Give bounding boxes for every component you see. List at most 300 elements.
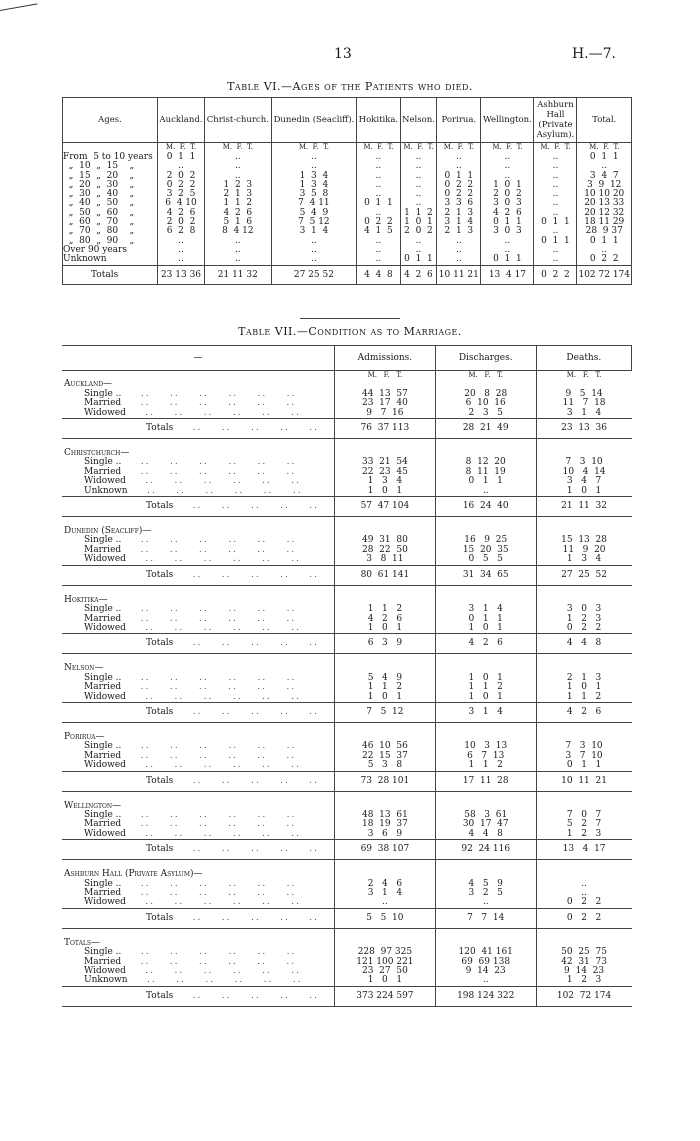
table7-total-cell: 17 11 28 bbox=[435, 771, 536, 791]
table7-cell: 49 31 80 bbox=[335, 536, 436, 545]
table7-spacer bbox=[62, 654, 632, 665]
table7-totals-row bbox=[62, 565, 632, 585]
table7-cell: 1 0 1 bbox=[335, 976, 436, 986]
table7-cell bbox=[335, 791, 436, 802]
table7-row bbox=[62, 761, 632, 771]
table6-col-header: Hokitika. bbox=[357, 98, 400, 143]
table6-mft-label: M. F. T. bbox=[577, 143, 632, 154]
table6-cell: .. bbox=[158, 162, 205, 171]
table7-cell bbox=[62, 791, 335, 802]
table6-row bbox=[63, 190, 632, 199]
table7-cell: .. bbox=[536, 889, 631, 898]
table7-mft-row bbox=[62, 371, 632, 381]
table7-row bbox=[62, 830, 632, 840]
leader-dots: .. .. .. .. .. bbox=[173, 638, 320, 649]
table7-cell: 69 69 138 bbox=[435, 958, 536, 967]
table7-row-label-text: Married bbox=[84, 466, 122, 477]
table6-cell: .. bbox=[205, 162, 272, 171]
table7-cell: 23 17 40 bbox=[335, 399, 436, 408]
page-corner-mark bbox=[0, 0, 37, 11]
table7-row-label-text: Widowed bbox=[84, 828, 126, 839]
table6-total-cell: 23 13 36 bbox=[158, 265, 205, 284]
table7-cell bbox=[335, 722, 436, 733]
table7-row-label-text: Married bbox=[84, 682, 122, 693]
table7-group-name: Nelson— bbox=[64, 663, 104, 674]
leader-dots: .. .. .. .. .. .. bbox=[121, 466, 297, 477]
leader-dots: .. .. .. .. .. .. bbox=[125, 966, 301, 977]
table7-cell: 1 3 4 bbox=[335, 477, 436, 486]
table7-row-label-text: Single .. bbox=[84, 604, 122, 615]
table7-cell bbox=[335, 585, 436, 596]
table7-total-cell: 198 124 322 bbox=[435, 986, 536, 1006]
table7-spacer bbox=[62, 585, 632, 596]
table7-cell: 18 19 37 bbox=[335, 820, 436, 829]
table7-total-cell: 7 7 14 bbox=[435, 908, 536, 928]
leader-dots: .. .. .. .. .. bbox=[173, 990, 320, 1001]
table6-cell: .. bbox=[357, 181, 400, 190]
table7-cell: 33 21 54 bbox=[335, 458, 436, 467]
table6-mft-label: M. F. T. bbox=[400, 143, 437, 154]
table7-cell: 5 4 9 bbox=[335, 674, 436, 683]
table7-cell: 15 13 28 bbox=[536, 536, 631, 545]
table7-cell: 3 8 11 bbox=[335, 555, 436, 565]
table6-cell: 5 4 9 bbox=[271, 209, 357, 218]
table7-group-name: Auckland— bbox=[64, 379, 113, 390]
leader-dots: .. .. .. .. .. .. bbox=[125, 476, 301, 487]
table7-cell: 1 1 2 bbox=[335, 605, 436, 614]
table7-cell: 2 4 6 bbox=[335, 880, 436, 889]
table7-cell bbox=[536, 791, 631, 802]
table7-row-label-text: Married bbox=[84, 956, 122, 967]
table7-cell bbox=[335, 928, 436, 939]
table7-row-label bbox=[62, 830, 335, 840]
leader-dots: .. .. .. .. .. .. bbox=[125, 691, 301, 702]
table7-cell bbox=[536, 654, 631, 665]
table7-col-header: Deaths. bbox=[536, 346, 631, 371]
table6-cell: .. bbox=[437, 162, 481, 171]
table7-cell: 16 9 25 bbox=[435, 536, 536, 545]
table7-cell: 2 1 3 bbox=[536, 674, 631, 683]
table6-cell: 2 0 2 bbox=[158, 218, 205, 227]
table6-mft-label: M. F. T. bbox=[437, 143, 481, 154]
table7-totals-row bbox=[62, 771, 632, 791]
table7-totals-row bbox=[62, 840, 632, 860]
table7-cell: 1 0 1 bbox=[536, 683, 631, 692]
table6-cell: .. bbox=[357, 162, 400, 171]
table7-cell: 0 1 1 bbox=[435, 615, 536, 624]
leader-dots: .. .. .. .. .. .. bbox=[121, 457, 297, 468]
leader-dots: .. .. .. .. .. .. bbox=[121, 604, 297, 615]
table7-cell: 50 25 75 bbox=[536, 948, 631, 957]
table7-total-cell: 6 3 9 bbox=[335, 634, 436, 654]
table7-cell: 1 2 3 bbox=[536, 615, 631, 624]
table7-row-label-text: Widowed bbox=[84, 760, 126, 771]
table7-group-name: Christchurch— bbox=[64, 448, 130, 459]
table6-totals-label: Totals bbox=[63, 265, 158, 284]
table7-cell bbox=[536, 439, 631, 450]
table7-cell bbox=[435, 517, 536, 528]
table6-cell: 0 1 1 bbox=[534, 218, 577, 227]
table6-row bbox=[63, 172, 632, 181]
table7-cell: 121 100 221 bbox=[335, 958, 436, 967]
table6-cell: 1 1 2 bbox=[205, 199, 272, 208]
table7-cell bbox=[335, 517, 436, 528]
table7-cell bbox=[435, 654, 536, 665]
table7-cell: 0 2 2 bbox=[536, 898, 631, 908]
table7-spacer bbox=[62, 791, 632, 802]
table6-cell: .. bbox=[481, 162, 534, 171]
table6-age-label: „ 40 „ 50 „ bbox=[63, 199, 158, 208]
leader-dots: .. .. .. .. .. .. bbox=[121, 819, 297, 830]
table6-cell: .. bbox=[271, 255, 357, 265]
table6-col-header: Auckland. bbox=[158, 98, 205, 143]
table7-row-label-text: Single .. bbox=[84, 388, 122, 399]
table7-row bbox=[62, 624, 632, 634]
table7-total-cell: 10 11 21 bbox=[536, 771, 631, 791]
table7-col-header: Discharges. bbox=[435, 346, 536, 371]
leader-dots: .. .. .. .. .. bbox=[173, 912, 320, 923]
table6-cell: 18 11 29 bbox=[577, 218, 632, 227]
table6-cell: .. bbox=[357, 153, 400, 162]
table6-cell: .. bbox=[271, 237, 357, 246]
table7-total-cell: 4 4 8 bbox=[536, 634, 631, 654]
table7-cell: 48 13 61 bbox=[335, 811, 436, 820]
table6-cell: 4 2 6 bbox=[205, 209, 272, 218]
table6-cell: 0 2 2 bbox=[158, 181, 205, 190]
table7-total-cell: 5 5 10 bbox=[335, 908, 436, 928]
table6-cell: .. bbox=[400, 199, 437, 208]
table7-cell: 4 2 6 bbox=[335, 615, 436, 624]
table6-cell: .. bbox=[534, 162, 577, 171]
table7-group-name: Hokitika— bbox=[64, 594, 108, 605]
table6-total-cell: 27 25 52 bbox=[271, 265, 357, 284]
table6-cell: 1 1 2 bbox=[400, 209, 437, 218]
leader-dots: .. .. .. .. .. bbox=[173, 501, 320, 512]
table6-cell: .. bbox=[357, 172, 400, 181]
table6-cell: .. bbox=[437, 237, 481, 246]
table7-cell: .. bbox=[435, 976, 536, 986]
table7-total-cell: 76 37 113 bbox=[335, 419, 436, 439]
table7-spacer bbox=[62, 439, 632, 450]
table7-row-label-text: Unknown bbox=[84, 485, 128, 496]
table7-row-label bbox=[62, 693, 335, 703]
table7-cell: 30 17 47 bbox=[435, 820, 536, 829]
table6-cell: 2 0 2 bbox=[158, 172, 205, 181]
table6-cell: 3 9 12 bbox=[577, 181, 632, 190]
table6-col-header: Ashburn Hall (Private Asylum). bbox=[534, 98, 577, 143]
table6-cell: .. bbox=[158, 237, 205, 246]
leader-dots: .. .. .. .. .. .. bbox=[121, 544, 297, 555]
table6-cell: .. bbox=[400, 246, 437, 255]
table7-totals-label-text: Totals bbox=[146, 423, 174, 434]
table7-condition-as-to-marriage bbox=[62, 345, 632, 1007]
table7-row bbox=[62, 693, 632, 703]
leader-dots: .. .. .. .. .. .. bbox=[121, 613, 297, 624]
table7-row-label-text: Widowed bbox=[84, 897, 126, 908]
table7-row-label-text: Widowed bbox=[84, 691, 126, 702]
table6-cell: 0 1 1 bbox=[357, 199, 400, 208]
table7-row-label bbox=[62, 624, 335, 634]
table7-group-name: Wellington— bbox=[64, 800, 122, 811]
table7-cell bbox=[335, 860, 436, 871]
table6-cell: 4 1 5 bbox=[357, 227, 400, 236]
table7-total-cell: 13 4 17 bbox=[536, 840, 631, 860]
table7-totals-row bbox=[62, 908, 632, 928]
table7-row-label bbox=[62, 898, 335, 908]
leader-dots: .. .. .. .. .. .. bbox=[121, 809, 297, 820]
table7-totals-label-text: Totals bbox=[146, 990, 174, 1001]
table7-cell: 1 0 1 bbox=[536, 487, 631, 497]
table7-group-name: Dunedin (Seacliff)— bbox=[64, 526, 152, 537]
table7-cell: 3 1 4 bbox=[435, 605, 536, 614]
table6-cell: .. bbox=[158, 255, 205, 265]
leader-dots: .. .. .. .. .. bbox=[173, 569, 320, 580]
table7-row-label-text: Married bbox=[84, 750, 122, 761]
table6-total-cell: 13 4 17 bbox=[481, 265, 534, 284]
table7-total-cell: 28 21 49 bbox=[435, 419, 536, 439]
table6-row bbox=[63, 218, 632, 227]
table6-cell: 3 3 6 bbox=[437, 199, 481, 208]
table7-cell: .. bbox=[435, 487, 536, 497]
table6-cell: .. bbox=[400, 162, 437, 171]
table6-mft-label: M. F. T. bbox=[205, 143, 272, 154]
table6-total-cell: 21 11 32 bbox=[205, 265, 272, 284]
table7-totals-label bbox=[62, 497, 335, 517]
table6-cell: 1 3 4 bbox=[271, 181, 357, 190]
table7-total-cell: 27 25 52 bbox=[536, 565, 631, 585]
table7-cell: 7 3 10 bbox=[536, 742, 631, 751]
table6-cell: .. bbox=[357, 246, 400, 255]
table6-row bbox=[63, 237, 632, 246]
table6-cell: 0 1 1 bbox=[158, 153, 205, 162]
table7-row-label-text: Widowed bbox=[84, 554, 126, 565]
table7-cell bbox=[536, 860, 631, 871]
table7-row bbox=[62, 976, 632, 986]
table7-cell: 1 0 1 bbox=[435, 624, 536, 634]
table7-total-cell: 57 47 104 bbox=[335, 497, 436, 517]
table7-row-label-text: Single .. bbox=[84, 672, 122, 683]
table6-cell: .. bbox=[437, 246, 481, 255]
table6-totals-row bbox=[63, 265, 632, 284]
table7-totals-label-text: Totals bbox=[146, 706, 174, 717]
table7-cell: 1 1 2 bbox=[435, 761, 536, 771]
table6-cell: 0 1 1 bbox=[577, 153, 632, 162]
table7-cell bbox=[536, 722, 631, 733]
table7-total-cell: 3 1 4 bbox=[435, 702, 536, 722]
table6-cell: .. bbox=[400, 153, 437, 162]
leader-dots: .. .. .. .. .. .. bbox=[127, 975, 303, 986]
table7-cell bbox=[435, 928, 536, 939]
table7-cell: 1 0 1 bbox=[335, 487, 436, 497]
table7-cell: 10 4 14 bbox=[536, 468, 631, 477]
table7-total-cell: 102 72 174 bbox=[536, 986, 631, 1006]
table6-cell: 0 1 1 bbox=[400, 255, 437, 265]
table7-row-label-text: Married bbox=[84, 613, 122, 624]
table6-cell: .. bbox=[481, 237, 534, 246]
table7-cell: 3 0 3 bbox=[536, 605, 631, 614]
table7-row-label-text: Unknown bbox=[84, 975, 128, 986]
table6-cell: 3 1 4 bbox=[437, 218, 481, 227]
table6-age-label: Over 90 years bbox=[63, 246, 158, 255]
table6-cell: .. bbox=[437, 255, 481, 265]
table7-row-label-text: Single .. bbox=[84, 878, 122, 889]
table6-col-header: Wellington. bbox=[481, 98, 534, 143]
table7-cell bbox=[435, 722, 536, 733]
table6-cell: 3 0 3 bbox=[481, 199, 534, 208]
table7-cell: 6 10 16 bbox=[435, 399, 536, 408]
table7-cell: 42 31 73 bbox=[536, 958, 631, 967]
table6-cell: 20 12 32 bbox=[577, 209, 632, 218]
table7-cell: 1 0 1 bbox=[335, 624, 436, 634]
table6-cell: 0 2 2 bbox=[437, 181, 481, 190]
table7-cell: 0 2 2 bbox=[536, 624, 631, 634]
table6-cell: 8 4 12 bbox=[205, 227, 272, 236]
table7-cell bbox=[335, 439, 436, 450]
table6-cell: .. bbox=[534, 209, 577, 218]
table7-totals-label bbox=[62, 908, 335, 928]
table7-cell: 22 15 37 bbox=[335, 752, 436, 761]
table7-cell bbox=[435, 860, 536, 871]
table7-row-label bbox=[62, 409, 335, 419]
table6-cell: .. bbox=[577, 246, 632, 255]
table6-cell: .. bbox=[400, 172, 437, 181]
table6-total-cell: 10 11 21 bbox=[437, 265, 481, 284]
table7-title: Table VII.—Condition as to Marriage. bbox=[238, 325, 462, 338]
table6-cell: .. bbox=[357, 255, 400, 265]
table7-cell: 46 10 56 bbox=[335, 742, 436, 751]
table7-cell: .. bbox=[435, 898, 536, 908]
table7-spacer bbox=[62, 722, 632, 733]
table6-cell: .. bbox=[205, 255, 272, 265]
table6-age-label: „ 20 „ 30 „ bbox=[63, 181, 158, 190]
table7-totals-label-text: Totals bbox=[146, 501, 174, 512]
leader-dots: .. .. .. .. .. .. bbox=[121, 888, 297, 898]
table7-row-label-text: Married bbox=[84, 819, 122, 830]
leader-dots: .. .. .. .. .. .. bbox=[125, 828, 301, 839]
table6-cell: .. bbox=[357, 209, 400, 218]
table6-cell: 3 5 8 bbox=[271, 190, 357, 199]
table7-cell: 3 6 9 bbox=[335, 830, 436, 840]
leader-dots: .. .. .. .. .. .. bbox=[121, 682, 297, 693]
leader-dots: .. .. .. .. .. .. bbox=[121, 878, 297, 889]
table6-cell: 0 1 1 bbox=[481, 255, 534, 265]
table6-col-header: Christ-church. bbox=[205, 98, 272, 143]
table7-totals-label bbox=[62, 565, 335, 585]
table7-row-label-text: Single .. bbox=[84, 947, 122, 958]
leader-dots: .. .. .. .. .. .. bbox=[121, 750, 297, 761]
leader-dots: .. .. .. .. .. bbox=[173, 775, 320, 786]
table7-totals-label-text: Totals bbox=[146, 844, 174, 855]
table7-totals-row bbox=[62, 702, 632, 722]
table7-total-cell: 92 24 116 bbox=[435, 840, 536, 860]
leader-dots: .. .. .. .. .. bbox=[173, 844, 320, 855]
table6-mft-label: M. F. T. bbox=[158, 143, 205, 154]
table6-cell: 0 2 2 bbox=[437, 190, 481, 199]
table6-cell: .. bbox=[205, 153, 272, 162]
table6-cell: .. bbox=[400, 190, 437, 199]
table6-cell: .. bbox=[577, 162, 632, 171]
table6-cell: .. bbox=[400, 237, 437, 246]
table7-cell: 3 7 10 bbox=[536, 752, 631, 761]
leader-dots: .. .. .. .. .. .. bbox=[125, 554, 301, 565]
table7-cell: 1 0 1 bbox=[435, 693, 536, 703]
table7-cell: 8 11 19 bbox=[435, 468, 536, 477]
table6-cell: .. bbox=[481, 153, 534, 162]
leader-dots: .. .. .. .. .. .. bbox=[121, 398, 297, 409]
table7-cell: 1 0 1 bbox=[335, 693, 436, 703]
table7-cell bbox=[536, 585, 631, 596]
leader-dots: .. .. .. .. .. .. bbox=[121, 956, 297, 967]
table7-cell: 5 2 7 bbox=[536, 820, 631, 829]
table6-cell: 0 1 1 bbox=[481, 218, 534, 227]
table6-col-header: Dunedin (Seacliff). bbox=[271, 98, 357, 143]
table7-cell bbox=[435, 439, 536, 450]
table7-cell: 4 5 9 bbox=[435, 880, 536, 889]
table6-total-cell: 4 4 8 bbox=[357, 265, 400, 284]
table7-cell: 9 7 16 bbox=[335, 409, 436, 419]
table6-cell: .. bbox=[534, 227, 577, 236]
table6-cell: .. bbox=[534, 181, 577, 190]
table6-cell: .. bbox=[400, 181, 437, 190]
table6-cell: .. bbox=[481, 246, 534, 255]
table6-cell: 1 3 4 bbox=[271, 172, 357, 181]
table7-mft-label: M. F. T. bbox=[335, 371, 436, 381]
table6-row bbox=[63, 246, 632, 255]
leader-dots: .. .. .. .. .. bbox=[173, 423, 320, 434]
table6-row bbox=[63, 153, 632, 162]
leader-dots: .. .. .. .. .. .. bbox=[121, 947, 297, 958]
table7-row-label-text: Widowed bbox=[84, 407, 126, 418]
table7-totals-label bbox=[62, 702, 335, 722]
leader-dots: .. .. .. .. .. .. bbox=[121, 388, 297, 399]
table7-cell: 1 1 2 bbox=[536, 693, 631, 703]
table6-ages-of-patients-died bbox=[62, 97, 632, 285]
table6-cell: .. bbox=[534, 172, 577, 181]
table7-row-label-text: Widowed bbox=[84, 476, 126, 487]
table6-title: Table VI.—Ages of the Patients who died. bbox=[227, 80, 473, 93]
table6-total-cell: 0 2 2 bbox=[534, 265, 577, 284]
table7-cell: 0 1 1 bbox=[536, 761, 631, 771]
table6-cell: 1 2 3 bbox=[205, 181, 272, 190]
table6-age-label: „ 60 „ 70 „ bbox=[63, 218, 158, 227]
table6-row bbox=[63, 181, 632, 190]
table7-cell: 22 23 45 bbox=[335, 468, 436, 477]
table7-cell: 44 13 57 bbox=[335, 390, 436, 399]
table7-row-label-text: Single .. bbox=[84, 535, 122, 546]
table6-cell: 0 1 1 bbox=[437, 172, 481, 181]
table6-cell: 3 4 7 bbox=[577, 172, 632, 181]
table6-age-label: „ 70 „ 80 „ bbox=[63, 227, 158, 236]
table6-cell: .. bbox=[481, 172, 534, 181]
table7-row bbox=[62, 409, 632, 419]
table7-totals-label bbox=[62, 419, 335, 439]
table6-cell: 0 1 1 bbox=[577, 237, 632, 246]
table6-cell: .. bbox=[271, 246, 357, 255]
table7-cell: 15 20 35 bbox=[435, 546, 536, 555]
table6-age-label: From 5 to 10 years bbox=[63, 153, 158, 162]
table6-mft-label: M. F. T. bbox=[357, 143, 400, 154]
table7-cell: .. bbox=[335, 898, 436, 908]
table6-cell: 4 2 6 bbox=[158, 209, 205, 218]
table6-cell: 3 2 5 bbox=[158, 190, 205, 199]
table7-row-label-text: Married bbox=[84, 888, 122, 898]
table7-totals-label-text: Totals bbox=[146, 775, 174, 786]
table6-cell: .. bbox=[534, 255, 577, 265]
table7-cell: 3 2 5 bbox=[435, 889, 536, 898]
table6-total-cell: 4 2 6 bbox=[400, 265, 437, 284]
table7-totals-row bbox=[62, 497, 632, 517]
table7-total-cell: 7 5 12 bbox=[335, 702, 436, 722]
